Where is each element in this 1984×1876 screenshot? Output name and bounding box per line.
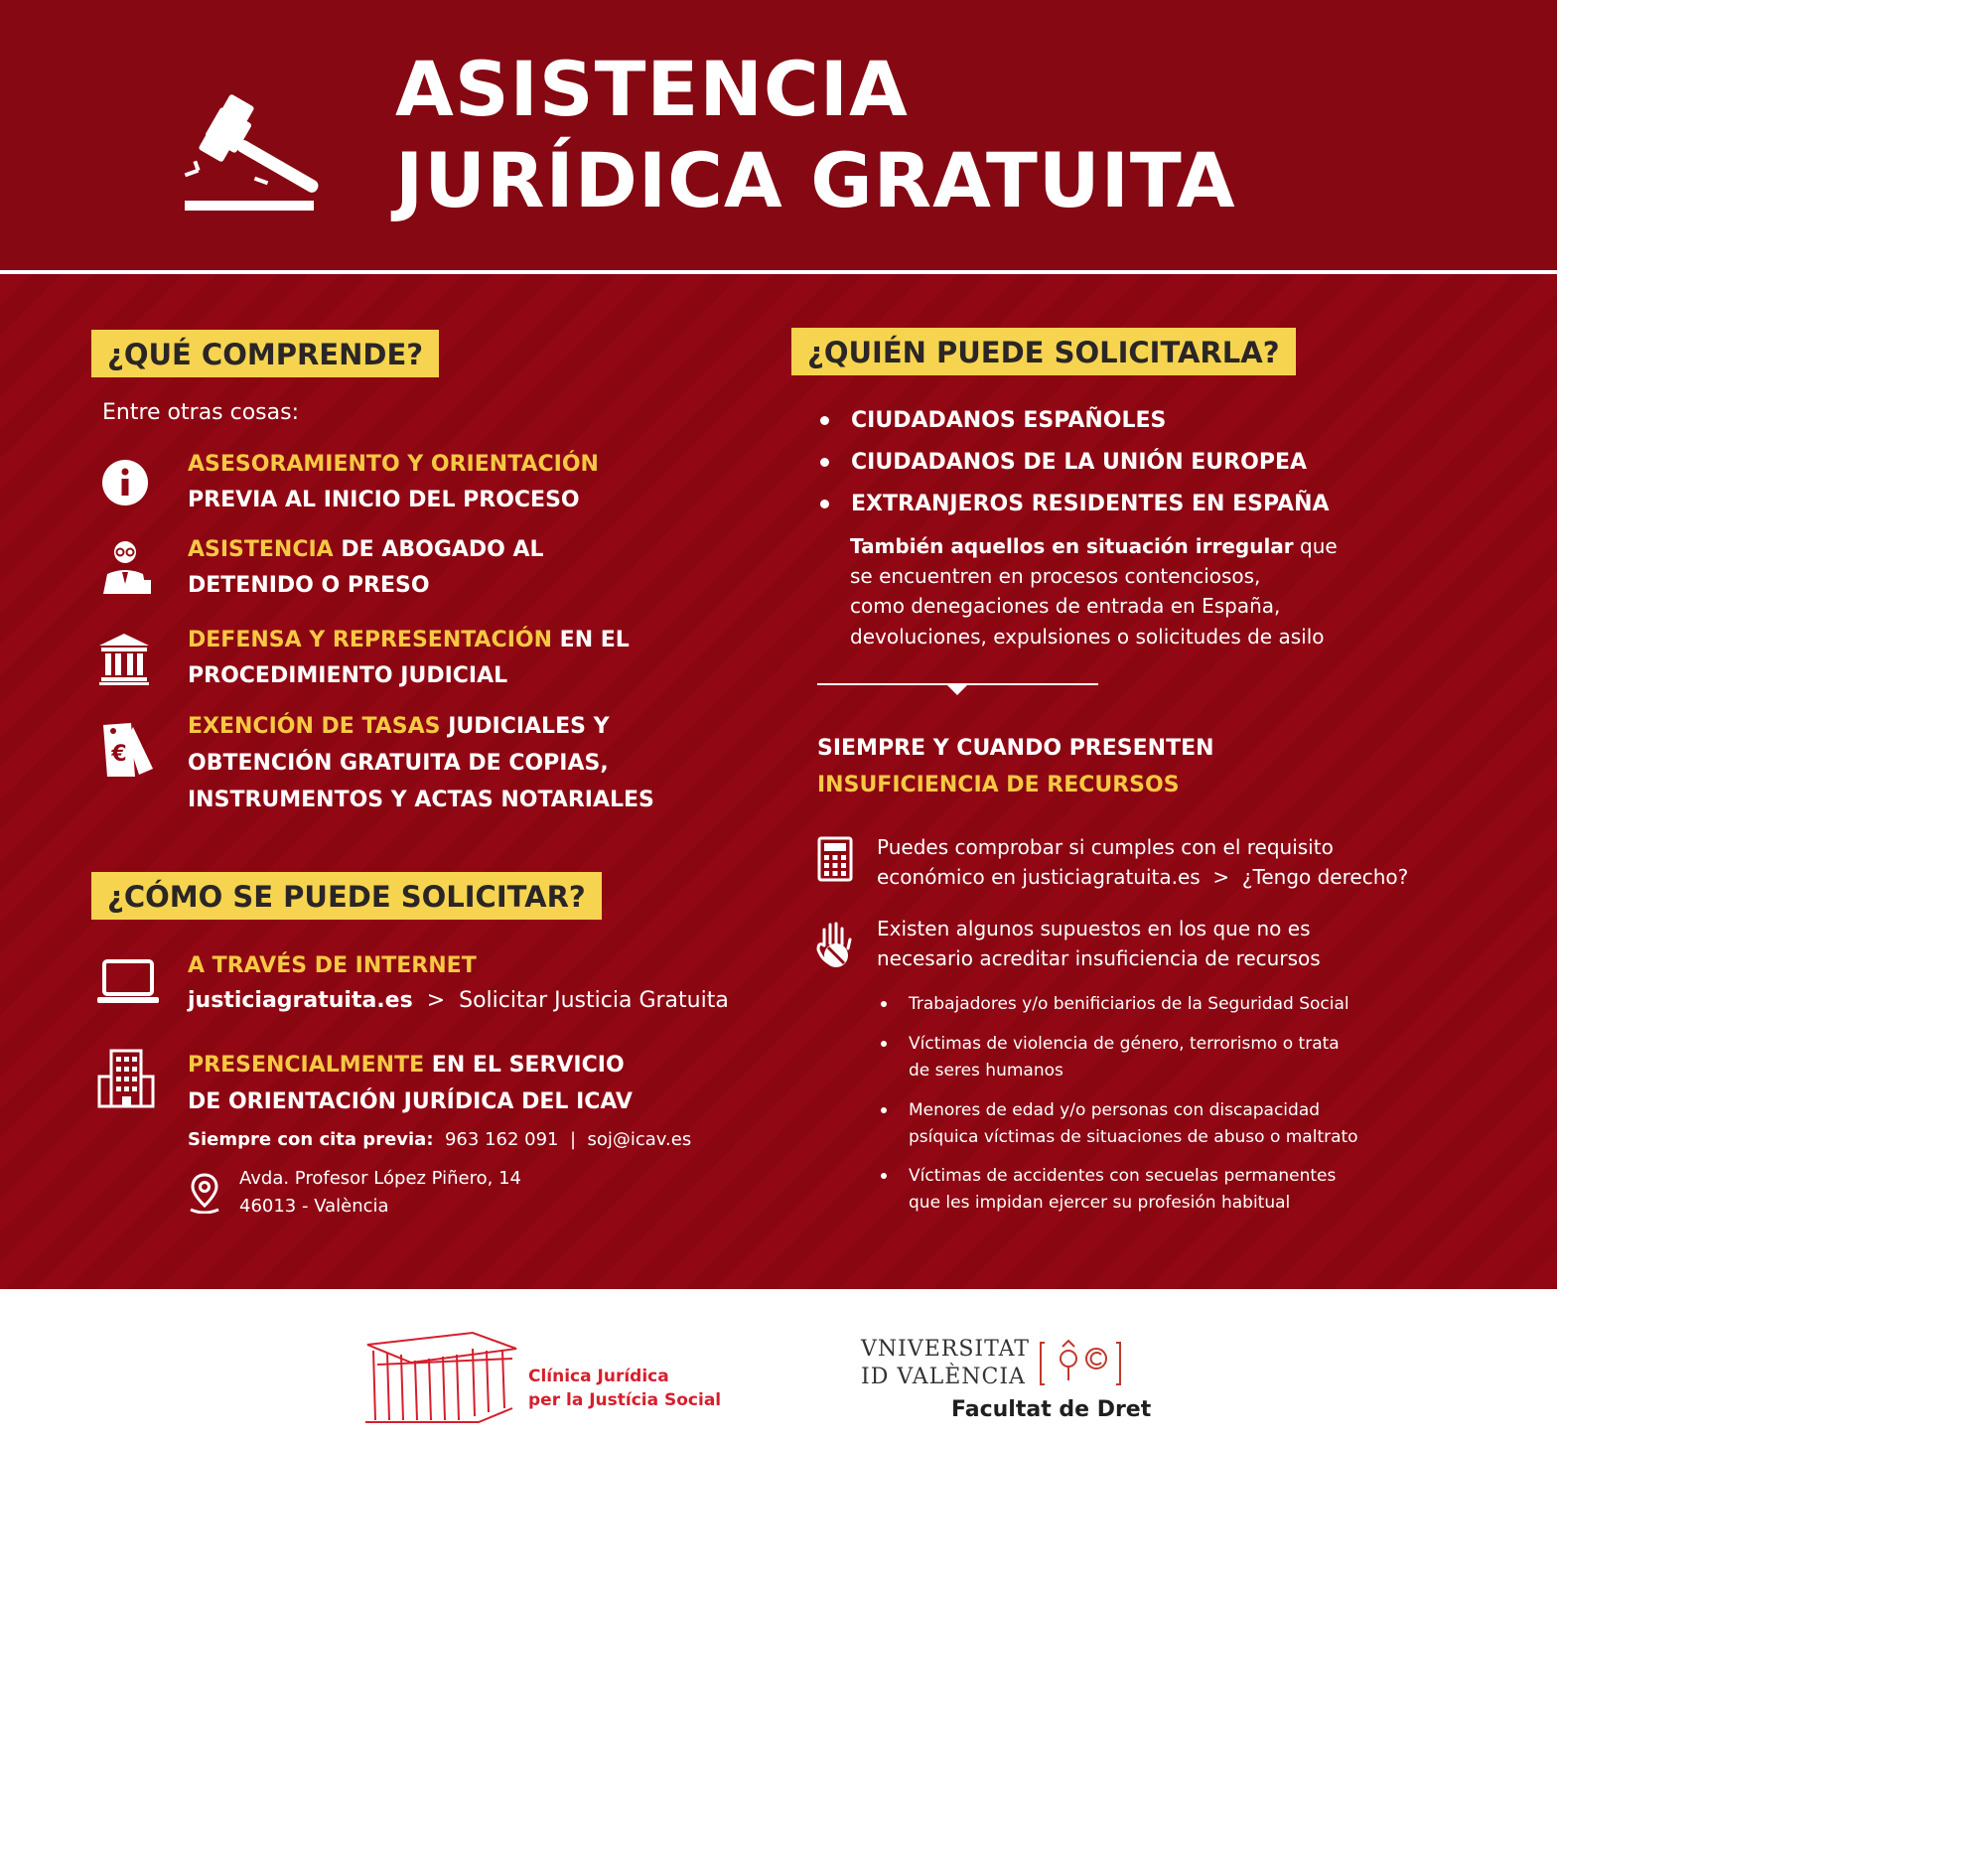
svg-text:€: € (111, 742, 127, 767)
exception-item-2-line-2: de seres humanos (909, 1061, 1063, 1081)
exceptions-line-2: necesario acreditar insuficiencia de recursos (877, 946, 1321, 970)
office-building-icon (95, 1047, 157, 1108)
hand-stop-icon (814, 920, 856, 971)
title-line-1: ASISTENCIA (395, 45, 909, 133)
exception-item-2-line-1: Víctimas de violencia de género, terrorismo o trata (909, 1034, 1340, 1054)
presencial-line-2: DE ORIENTACIÓN JURÍDICA DEL ICAV (188, 1089, 633, 1114)
quien-bullet-3: EXTRANJEROS RESIDENTES EN ESPAÑA (851, 492, 1330, 516)
footer (0, 1289, 1557, 1464)
euro-tag-icon (99, 719, 159, 779)
intro-text: Entre otras cosas: (102, 400, 299, 425)
uv-name-line-1: VNIVERSITAT (861, 1337, 1030, 1362)
presencial-line-1: PRESENCIALMENTE EN EL SERVICIO (188, 1053, 625, 1078)
como-solicitar-heading: ¿CÓMO SE PUEDE SOLICITAR? (91, 872, 602, 920)
location-pin-icon (189, 1172, 220, 1214)
bullet-dot (881, 1001, 887, 1007)
uv-seal-icon (1039, 1337, 1122, 1390)
item-2-line-1: ASISTENCIA DE ABOGADO AL (188, 537, 544, 562)
item-1-line-1: ASESORAMIENTO Y ORIENTACIÓN (188, 452, 599, 477)
laptop-icon (97, 959, 159, 1005)
item-4-line-3: INSTRUMENTOS Y ACTAS NOTARIALES (188, 788, 654, 812)
que-comprende-heading: ¿QUÉ COMPRENDE? (91, 330, 439, 377)
exceptions-line-1: Existen algunos supuestos en los que no es (877, 917, 1311, 940)
internet-title: A TRAVÉS DE INTERNET (188, 953, 477, 978)
item-3-line-2: PROCEDIMIENTO JUDICIAL (188, 663, 508, 688)
bullet-dot (881, 1041, 887, 1047)
item-4-line-1: EXENCIÓN DE TASAS JUDICIALES Y (188, 714, 610, 739)
item-2-line-2: DETENIDO O PRESO (188, 573, 430, 598)
bullet-dot (820, 500, 829, 508)
quien-note-line-2: se encuentren en procesos contenciosos, (850, 564, 1261, 588)
address-line-2: 46013 - València (239, 1196, 389, 1217)
uv-name-line-2: ID VALÈNCIA (861, 1365, 1026, 1389)
item-1-line-2: PREVIA AL INICIO DEL PROCESO (188, 488, 580, 512)
internet-link[interactable]: justiciagratuita.es > Solicitar Justicia Gratuita (188, 988, 729, 1013)
quien-note-line-1: También aquellos en situación irregular que (850, 534, 1338, 558)
exception-item-3-line-2: psíquica víctimas de situaciones de abuso o maltrato (909, 1127, 1358, 1147)
item-3-line-1: DEFENSA Y REPRESENTACIÓN EN EL (188, 628, 630, 652)
check-line-2: económico en justiciagratuita.es > ¿Tengo derecho? (877, 865, 1409, 889)
exception-item-3-line-1: Menores de edad y/o personas con discapacidad (909, 1100, 1321, 1120)
clinica-name: Clínica Jurídica per la Justícia Social (528, 1367, 722, 1410)
bullet-dot (881, 1107, 887, 1113)
quien-note-line-3: como denegaciones de entrada en España, (850, 594, 1281, 618)
faculty-name: Facultat de Dret (951, 1397, 1152, 1422)
check-line-1: Puedes comprobar si cumples con el requisito (877, 835, 1334, 859)
lawyer-icon (97, 536, 153, 596)
clinica-logo-icon (363, 1327, 520, 1426)
title-line-2: JURÍDICA GRATUITA (395, 136, 1236, 224)
bullet-dot (820, 416, 829, 425)
phone-number[interactable]: 963 162 091 (444, 1129, 559, 1150)
courthouse-icon (99, 634, 149, 685)
calculator-icon (817, 836, 853, 882)
quien-bullet-2: CIUDADANOS DE LA UNIÓN EUROPEA (851, 450, 1307, 475)
address-line-1: Avda. Profesor López Piñero, 14 (239, 1168, 521, 1189)
bullet-dot (820, 458, 829, 467)
bullet-dot (881, 1173, 887, 1179)
item-4-line-2: OBTENCIÓN GRATUITA DE COPIAS, (188, 751, 609, 776)
condition-line-1: SIEMPRE Y CUANDO PRESENTEN (817, 736, 1214, 761)
exception-item-4-line-2: que les impidan ejercer su profesión habitual (909, 1193, 1291, 1213)
email-link[interactable]: soj@icav.es (587, 1129, 692, 1150)
gavel-icon (181, 91, 330, 216)
divider-arrow (946, 684, 968, 695)
quien-note-line-4: devoluciones, expulsiones o solicitudes de asilo (850, 625, 1325, 649)
info-icon (101, 459, 149, 506)
quien-heading: ¿QUIÉN PUEDE SOLICITARLA? (791, 328, 1296, 375)
quien-bullet-1: CIUDADANOS ESPAÑOLES (851, 408, 1167, 433)
exception-item-1: Trabajadores y/o benificiarios de la Seguridad Social (909, 994, 1349, 1014)
exception-item-4-line-1: Víctimas de accidentes con secuelas permanentes (909, 1166, 1337, 1186)
contact-line: Siempre con cita previa: 963 162 091 | soj@icav.es (188, 1129, 692, 1150)
condition-line-2: INSUFICIENCIA DE RECURSOS (817, 773, 1180, 797)
